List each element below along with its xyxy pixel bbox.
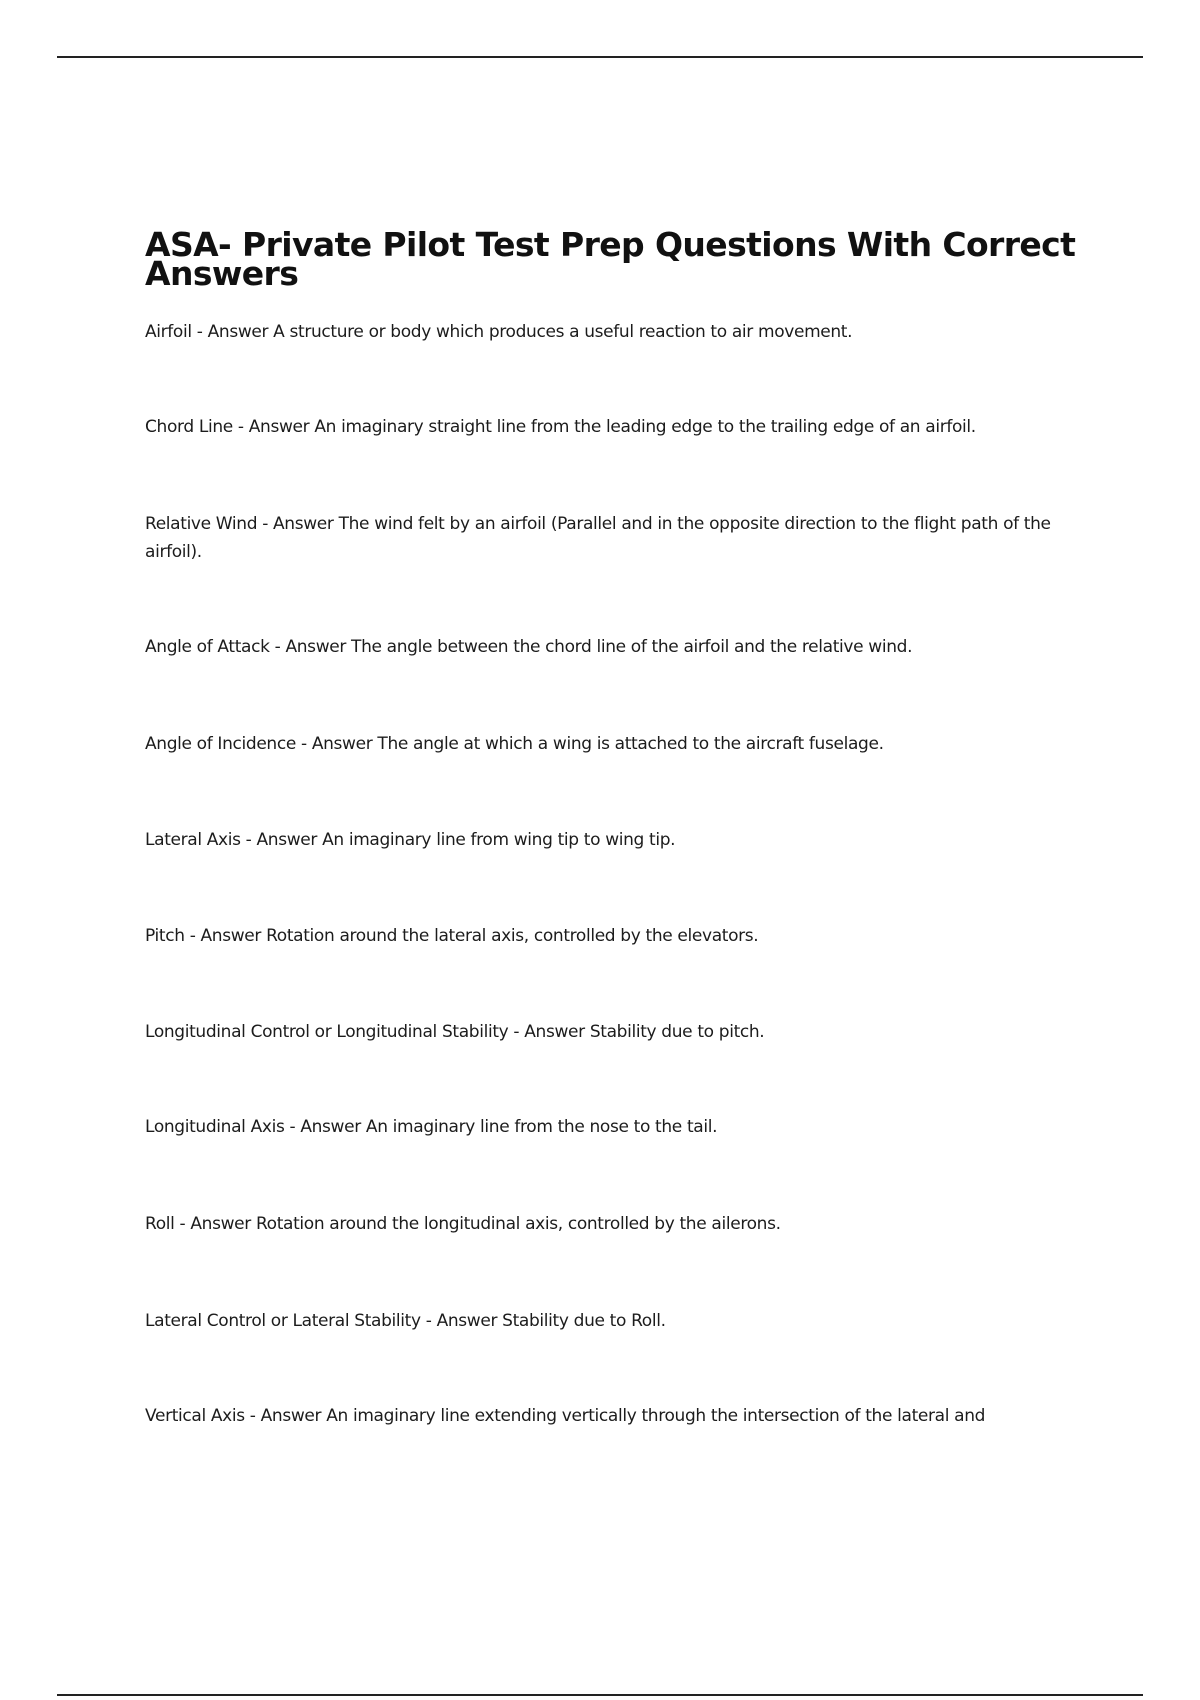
entry-chord-line: Chord Line - Answer An imaginary straight line from the leading edge to the trailing edge of an airfoil.: [145, 417, 976, 437]
entry-lateral-axis: Lateral Axis - Answer An imaginary line from wing tip to wing tip.: [145, 830, 676, 850]
entry-airfoil: Airfoil - Answer A structure or body which produces a useful reaction to air movement.: [145, 322, 853, 342]
entry-relative-wind: Relative Wind - Answer The wind felt by an airfoil (Parallel and in the opposite direction to the flight path of the airfoil).: [145, 514, 1051, 562]
entry-longitudinal-axis: Longitudinal Axis - Answer An imaginary line from the nose to the tail.: [145, 1117, 718, 1137]
footer-divider: [57, 1694, 1143, 1696]
entry-roll: Roll - Answer Rotation around the longitudinal axis, controlled by the ailerons.: [145, 1214, 781, 1234]
entry-lateral-stability: Lateral Control or Lateral Stability - Answer Stability due to Roll.: [145, 1311, 666, 1331]
document-title: ASA- Private Pilot Test Prep Questions With Correct Answers: [145, 225, 1076, 293]
entry-angle-of-attack: Angle of Attack - Answer The angle between the chord line of the airfoil and the relative wind.: [145, 637, 913, 657]
header-divider: [57, 56, 1143, 58]
entry-angle-of-incidence: Angle of Incidence - Answer The angle at which a wing is attached to the aircraft fuselage.: [145, 734, 884, 754]
entry-longitudinal-stability: Longitudinal Control or Longitudinal Stability - Answer Stability due to pitch.: [145, 1022, 765, 1042]
entry-vertical-axis: Vertical Axis - Answer An imaginary line extending vertically through the intersection of the lateral and: [145, 1406, 986, 1426]
entry-pitch: Pitch - Answer Rotation around the lateral axis, controlled by the elevators.: [145, 926, 759, 946]
